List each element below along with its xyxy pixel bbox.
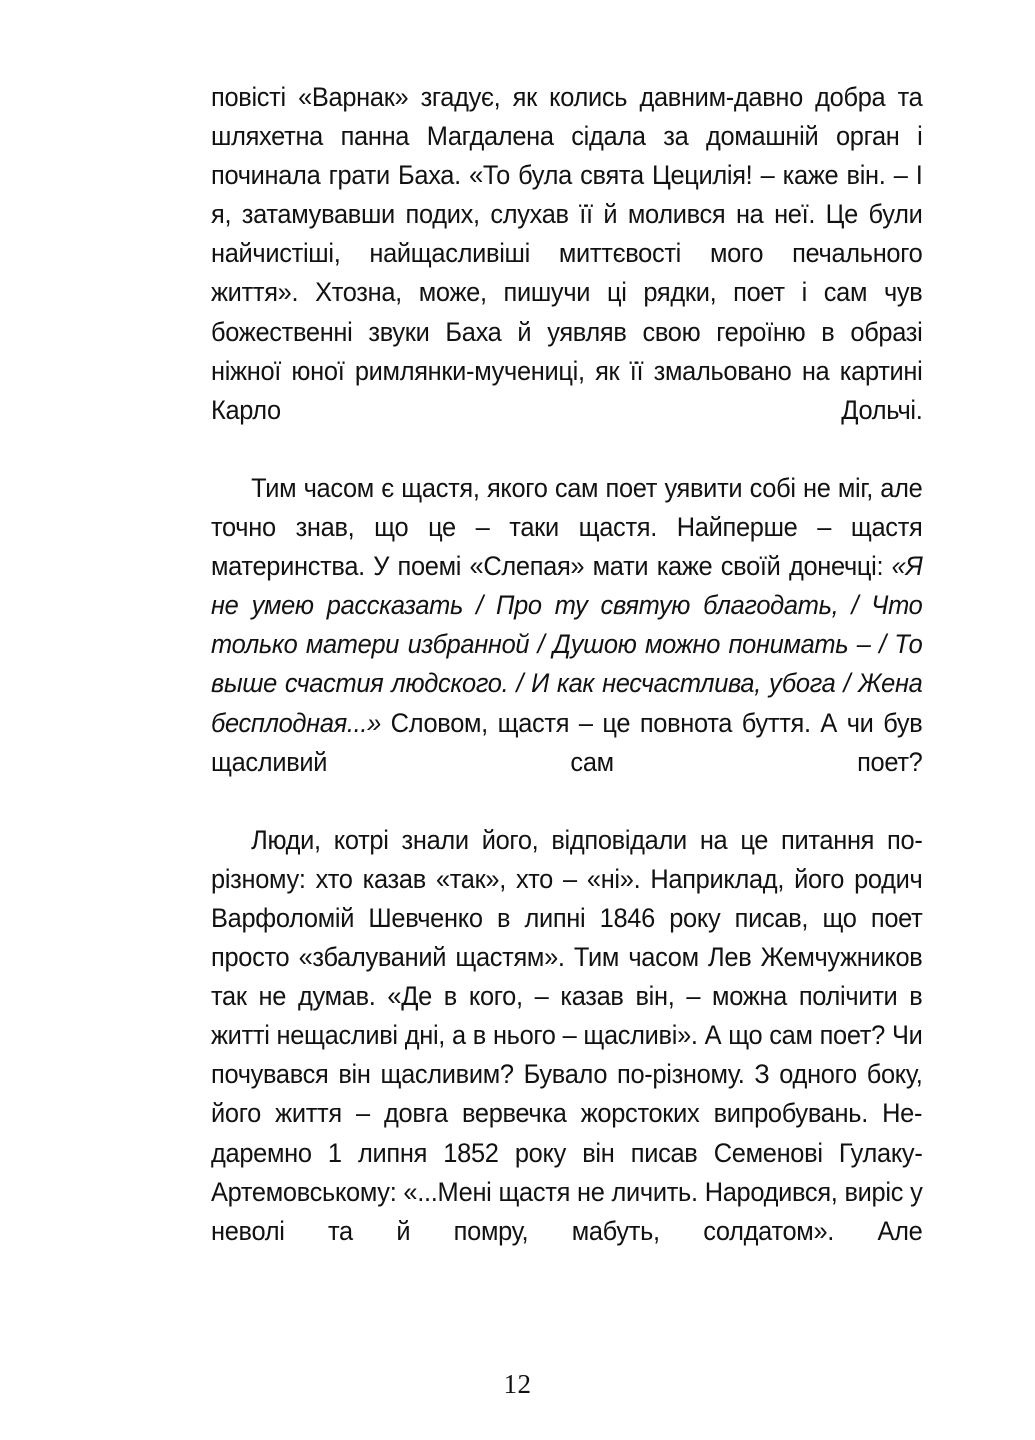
body-paragraph-3 — [211, 821, 922, 1290]
paragraph-2-run-1: Тим часом є щастя, якого сам поет уявити собі не міг, але точно знав, що це – таки щастя. Найперше – щастя материнства. У поемі «Слепая» мати каже своїй донечці: — [211, 472, 923, 582]
paragraph-2-run-3: Словом, щастя – це повнота буття. А чи був щасливий сам поет? — [211, 707, 923, 777]
paragraph-1-run-1: повісті «Варнак» згадує, як колись давним-давно добра та шляхетна панна Магдалена сідала за домашній орган і починала грати Баха. «То була свята Цецилія! – каже він. – І я, затамувавши подих, слухав її й молився на неї. Це були найчистіші, найщасливіші миттєвості мого печального життя». Хтозна, може, пишучи ці рядки, поет і сам чув божественні звуки Баха й уявляв свою героїню в образі ніжної юної римлянки-мучениці, як її змальовано на картині Карло Дольчі. — [211, 82, 923, 425]
paragraph-3-run-1: Люди, котрі знали його, відповідали на це питання по-різному: хто казав «так», хто – «ні». Наприклад, його родич Варфоломій Шевченко в липні 1846 року писав, що поет просто «збалуваний щастям». Тим часом Лев Жемчужников так не думав. «Де в кого, – казав він, – можна полічити в житті нещасливі дні, а в нього – щасливі». А що сам поет? Чи почувався він щасливим? Бувало по-різному. З одного боку, його життя – довга вервечка жорстоких випробувань. Недаремно 1 липня 1852 року він писав Семенові Гулаку-Артемовському: «...Мені щастя не личить. Народився, виріс у неволі та й помру, мабуть, солдатом». Але — [211, 824, 923, 1246]
body-paragraph-2 — [211, 469, 922, 821]
page-number: 12 — [503, 1369, 532, 1399]
verse-quotation: «Я не умею рассказать / Про ту святую благодать, / Что только матери избранной / Душою можно понимать – / То выше счастия людского. / И как несчастлива, убога / Жена бесплодная...» — [211, 551, 923, 738]
text-column — [211, 78, 923, 1290]
body-paragraph-1 — [211, 78, 922, 469]
